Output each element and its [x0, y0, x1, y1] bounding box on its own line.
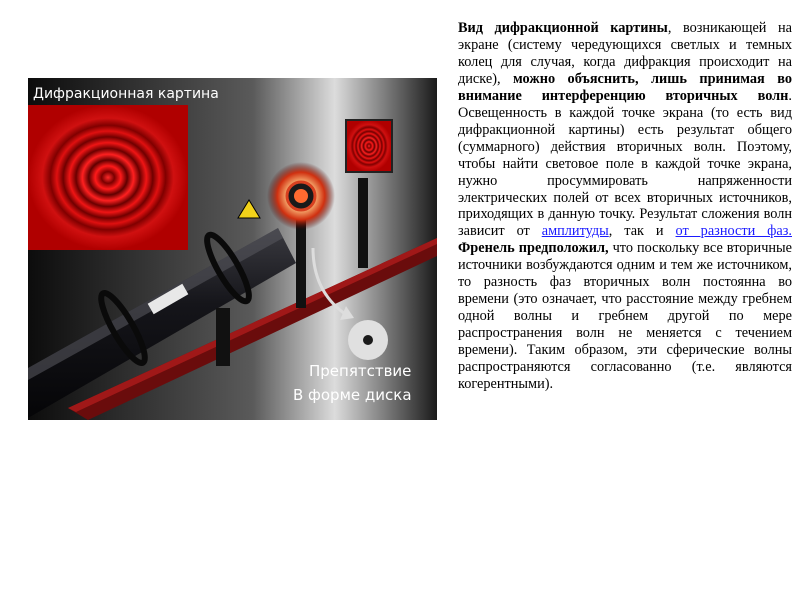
pattern-label: Дифракционная картина	[33, 86, 219, 102]
diffraction-pattern	[28, 105, 188, 250]
link-amplitude[interactable]: амплитуды	[541, 223, 609, 240]
obstacle-label-line2: В форме диска	[293, 386, 412, 404]
diffraction-setup-image	[28, 78, 437, 420]
bold-phrase-3: Френель предположил,	[458, 240, 609, 257]
link-phase-difference[interactable]: от разности фаз.	[675, 223, 792, 240]
text-segment: что поскольку все вторичные источники возбуждаются одним и тем же источником, то разность фаз вторичных волн постоянна во времени (это означает, что расстояние между гребнем одной волны и гребнем другой по мере распространения волн не меняется с течением времени). Таким образом, эти сферические волны распространяются согласованно (т.е. являются когерентными).	[458, 240, 792, 393]
obstacle-label-line1: Препятствие	[309, 362, 412, 380]
diffraction-illustration	[28, 78, 437, 420]
explanation-text	[458, 20, 792, 393]
text-segment: , возникающей на экране (систему чередующихся светлых и темных колец для случая, когда дифракция происходит на диске),	[458, 20, 792, 87]
bold-phrase-2: можно объяснить, лишь принимая во внимание интерференцию вторичных волн	[458, 70, 792, 104]
screen	[346, 120, 392, 172]
bold-phrase-1: Вид дифракционной картины	[458, 20, 668, 36]
text-segment: , так и	[608, 223, 676, 240]
text-segment: . Освещенность в каждой точке экрана (то есть вид дифракционной картины) есть результат общего (суммарного) действия вторичных волн. Поэтому, чтобы найти световое поле в каждой точке экрана, нужно просуммировать напряженности электрических полей от всех вторичных источников, приходящих в данную точку. Результат сложения волн зависит от	[458, 87, 792, 240]
